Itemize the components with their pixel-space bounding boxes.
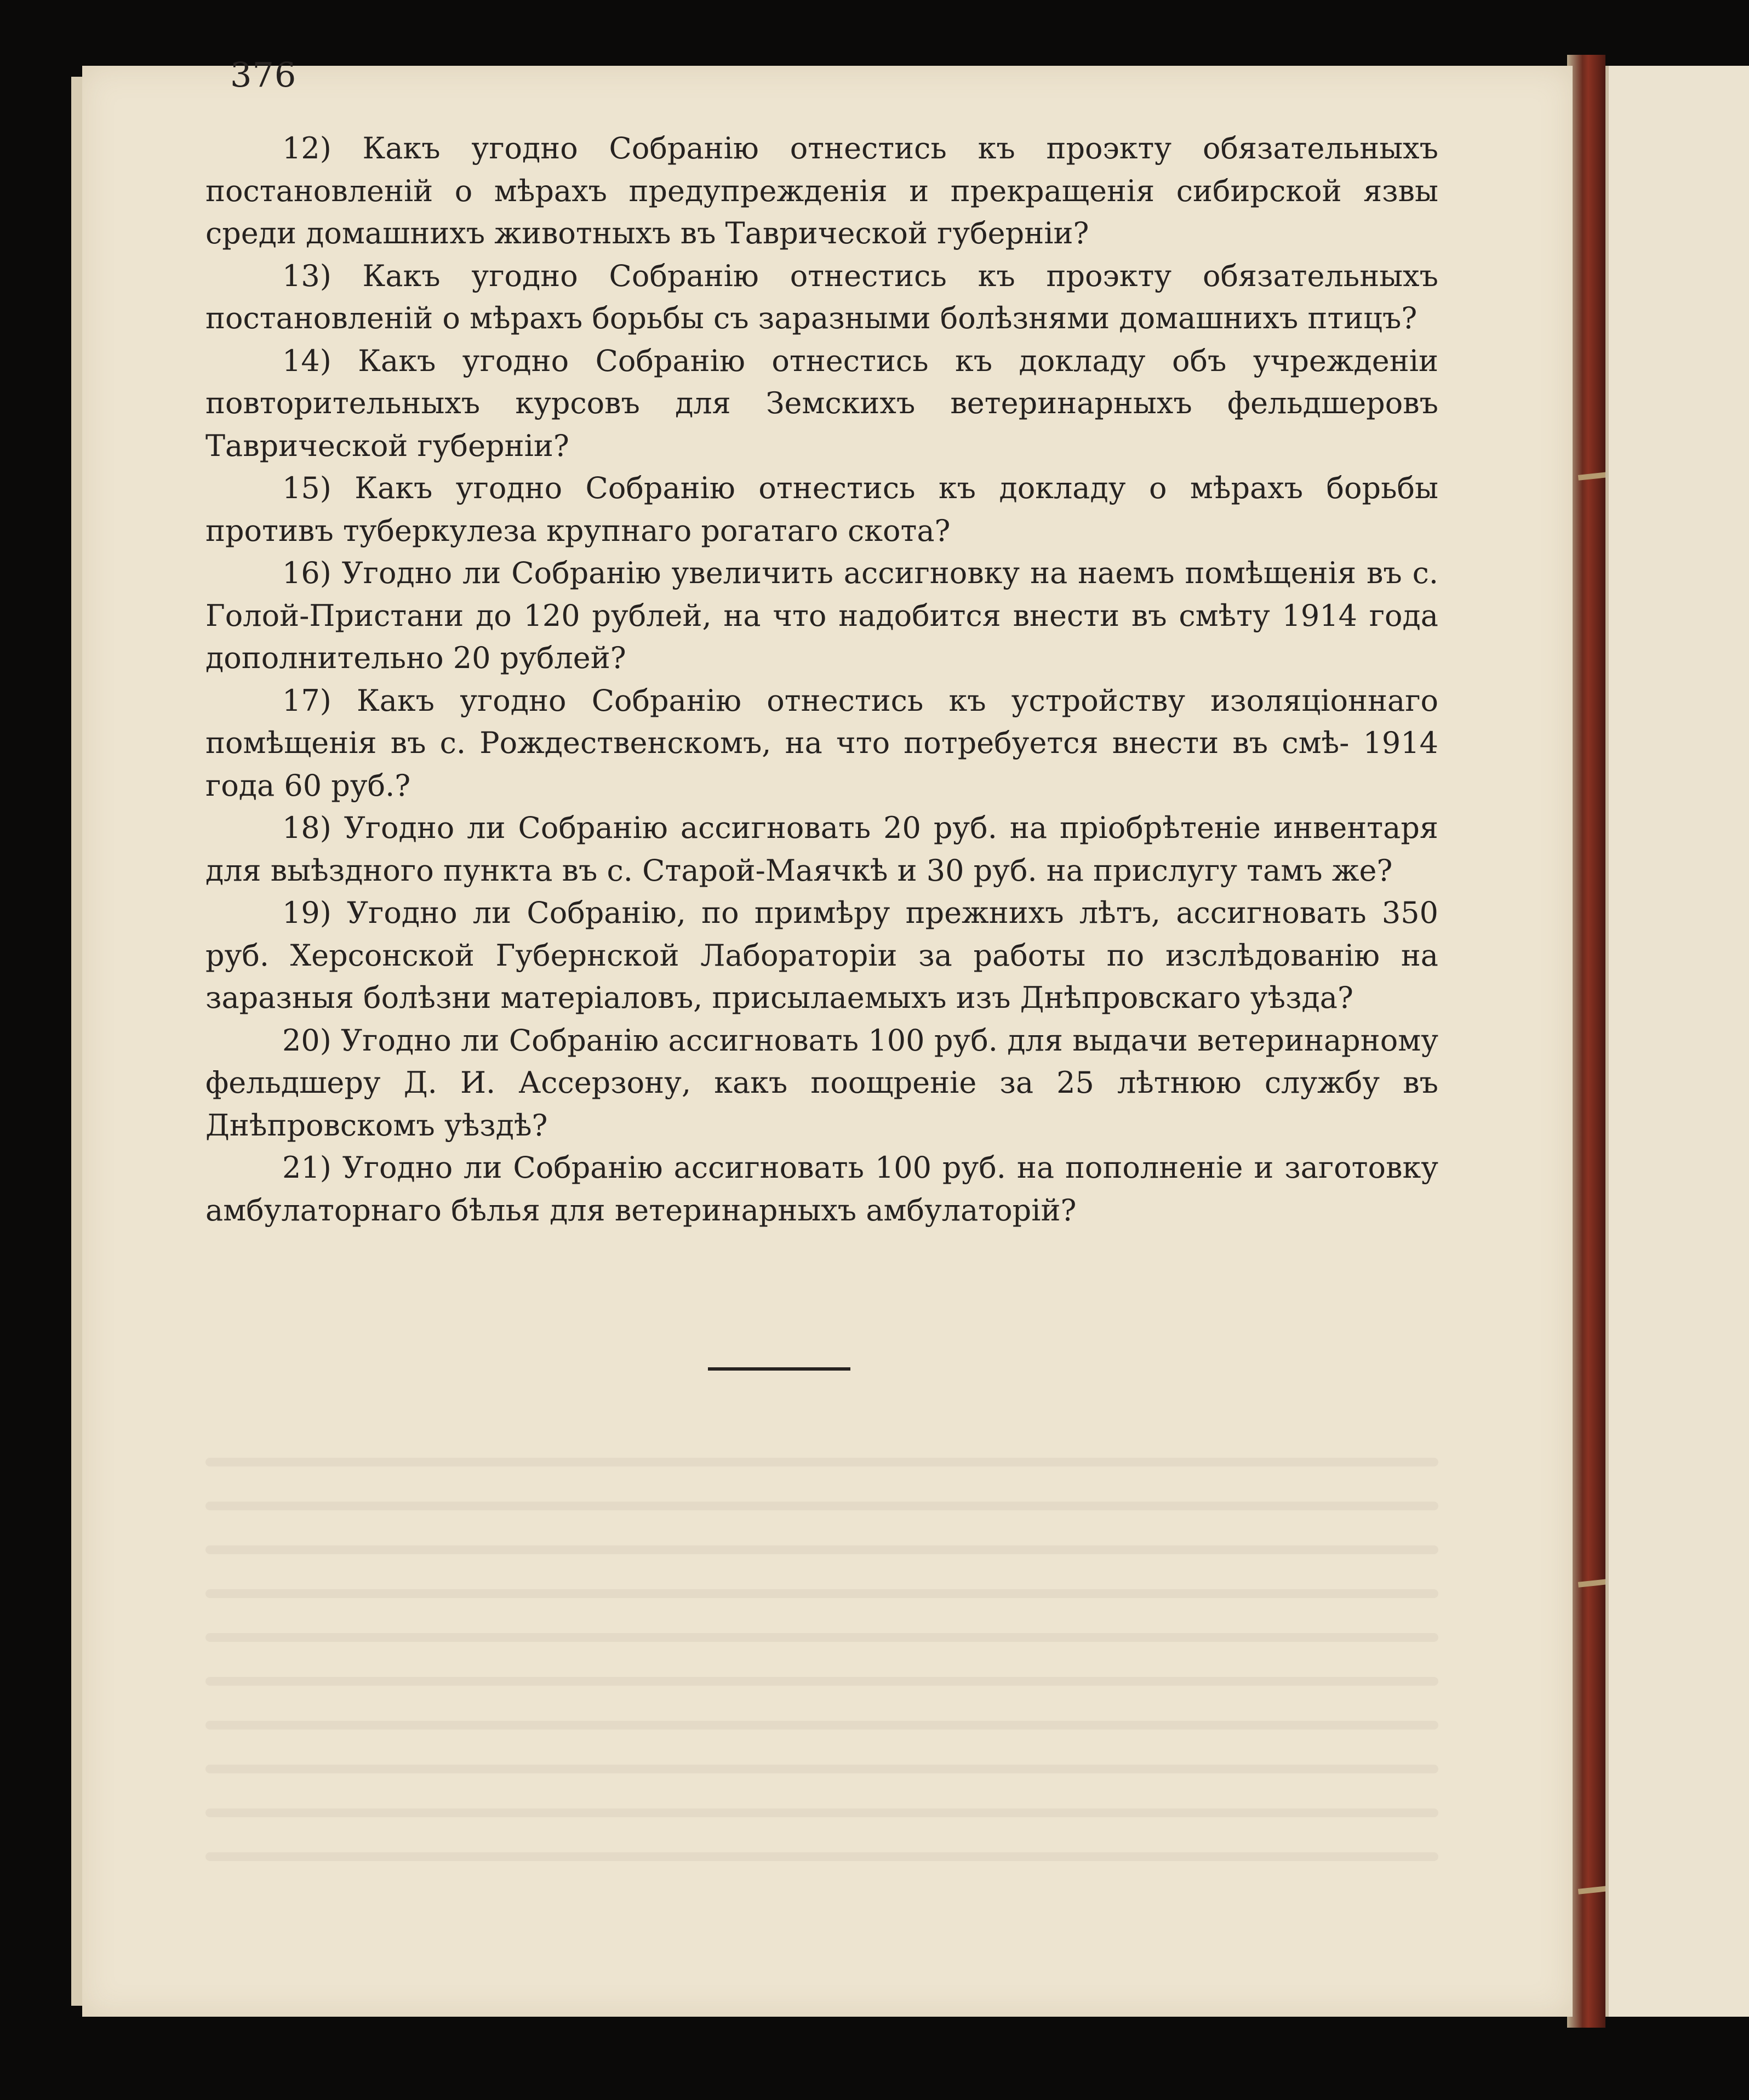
question-19: 19) Угодно ли Собранію, по примѣру прежнихъ лѣтъ, ассигновать 350 руб. Херсонской Губернской Лабораторіи за работы по изслѣдованію на заразныя болѣзни матеріаловъ, присылаемыхъ изъ Днѣпровскаго уѣзда? <box>205 895 1438 1015</box>
question-16: 16) Угодно ли Собранію увеличить ассигновку на наемъ помѣщенія въ с. Голой-Пристани до 120 рублей, на что надобится внести въ смѣту 1914 года дополнительно 20 рублей? <box>205 556 1438 675</box>
question-13: 13) Какъ угодно Собранію отнестись къ проэкту обязательныхъ постановленій о мѣрахъ борьбы съ заразными болѣзнями домашнихъ птицъ? <box>205 258 1438 335</box>
facing-page-edge <box>1605 66 1749 2017</box>
question-21: 21) Угодно ли Собранію ассигновать 100 руб. на пополненіе и заготовку амбулаторнаго бѣлья для ветеринарныхъ амбулаторій? <box>205 1150 1438 1228</box>
end-rule <box>708 1367 850 1371</box>
question-15: 15) Какъ угодно Собранію отнестись къ докладу о мѣрахъ борьбы противъ туберкулеза крупнаго рогатаго скота? <box>205 471 1438 548</box>
question-12: 12) Какъ угодно Собранію отнестись къ проэкту обязательныхъ постановленій о мѣрахъ предупрежденія и прекращенія сибирской язвы среди домашнихъ животныхъ въ Таврической губерніи? <box>205 131 1438 250</box>
page-number: 376 <box>230 55 297 95</box>
question-18: 18) Угодно ли Собранію ассигновать 20 руб. на пріобрѣтеніе инвентаря для выѣздного пункта въ с. Старой-Маячкѣ и 30 руб. на прислугу тамъ же? <box>205 811 1438 888</box>
book-spine <box>1567 55 1605 2028</box>
question-17: 17) Какъ угодно Собранію отнестись къ устройству изоляціоннаго помѣщенія въ с. Рождественскомъ, на что потребуется внести въ смѣ- 1914 года 60 руб.? <box>205 683 1438 803</box>
question-list <box>205 127 1438 1231</box>
question-20: 20) Угодно ли Собранію ассигновать 100 руб. для выдачи ветеринарному фельдшеру Д. И. Ассерзону, какъ поощреніе за 25 лѣтнюю службу въ Днѣпровскомъ уѣздѣ? <box>205 1023 1438 1143</box>
question-14: 14) Какъ угодно Собранію отнестись къ докладу объ учрежденіи повторительныхъ курсовъ для Земскихъ ветеринарныхъ фельдшеровъ Таврической губерніи? <box>205 343 1438 463</box>
